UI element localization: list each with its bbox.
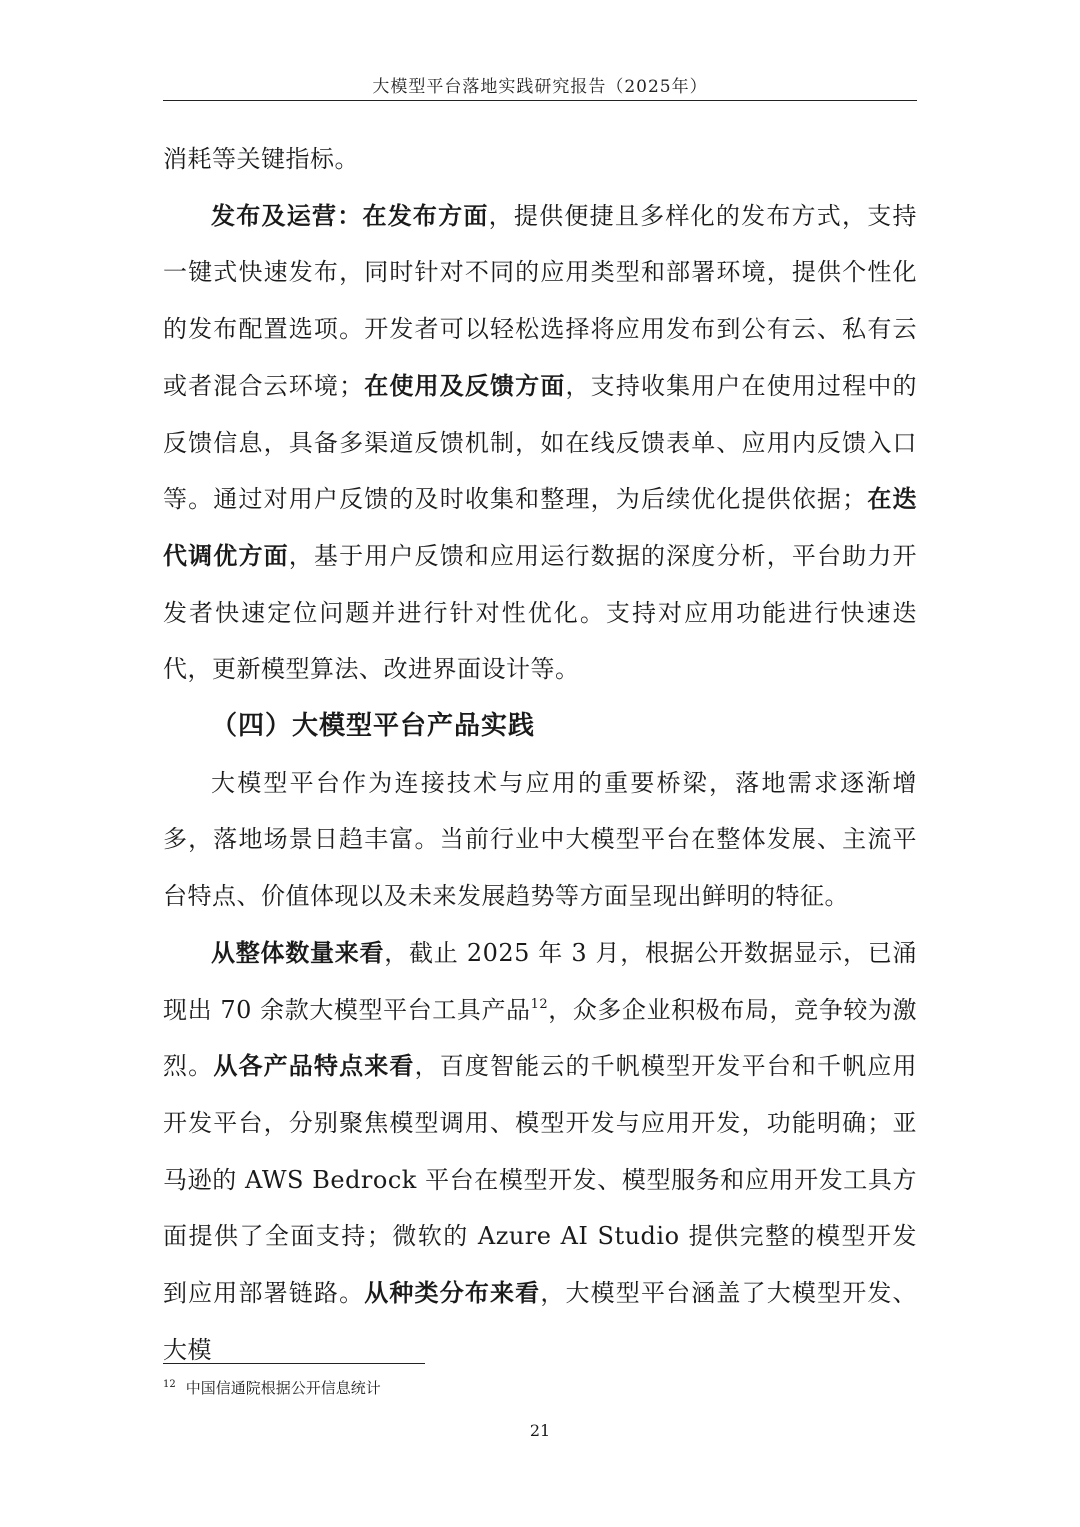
paragraph-2 [163,188,917,698]
paragraph-1: 消耗等关键指标。 [163,145,359,173]
page-number: 21 [529,1421,551,1440]
paragraph-4-text-3: ，百度智能云的千帆模型开发平台和千帆应用开发平台，分别聚焦模型调用、模型开发与应用开发，功能明确；亚马逊的 AWS Bedrock 平台在模型开发、模型服务和应用开发工具方面提供了全面支持；微软的 Azure AI Studio 提供完整的模型开发到应用部署链路。 [163,1052,918,1308]
paragraph-4 [163,925,917,1379]
page-header: 大模型平台落地实践研究报告（2025年） [372,77,708,97]
paragraph-4-text-1: ，截止 2025 年 3 月，根据公开数据显示，已涌现出 70 余款大模型平台工具产品 [163,938,917,1024]
footnote [163,1378,917,1398]
paragraph-2-text-1: ，提供便捷且多样化的发布方式，支持一键式快速发布，同时针对不同的应用类型和部署环境，提供个性化的发布配置选项。开发者可以轻松选择将应用发布到公有云、私有云或者混合云环境； [163,201,918,400]
paragraph-4-heading-features: 从各产品特点来看 [213,1051,415,1081]
paragraph-2-lead: 发布及运营： [211,200,363,230]
paragraph-2-heading-publish: 在发布方面 [362,200,489,230]
paragraph-3: 大模型平台作为连接技术与应用的重要桥梁，落地需求逐渐增多，落地场景日趋丰富。当前行业中大模型平台在整体发展、主流平台特点、价值体现以及未来发展趋势等方面呈现出鲜明的特征。 [163,768,917,911]
paragraph-4-heading-quantity: 从整体数量来看 [211,937,385,967]
header-rule [163,100,917,101]
footnote-number: 12 [163,1379,176,1390]
footnote-text: 中国信通院根据公开信息统计 [185,1379,381,1397]
paragraph-4-text-2: ，众多企业积极布局，竞争较为激烈。 [163,995,917,1081]
footnote-rule [163,1363,425,1364]
paragraph-4-text-4: ，大模型平台涵盖了大模型开发、大模 [163,1279,918,1364]
paragraph-2-heading-feedback: 在使用及反馈方面 [363,370,566,400]
section-title: （四）大模型平台产品实践 [211,711,536,742]
body-text [163,131,917,1378]
paragraph-2-heading-iteration: 在迭代调优方面 [163,484,917,570]
paragraph-4-heading-categories: 从种类分布来看 [364,1278,541,1308]
paragraph-2-text-3: ，基于用户反馈和应用运行数据的深度分析，平台助力开发者快速定位问题并进行针对性优化。支持对应用功能进行快速迭代，更新模型算法、改进界面设计等。 [163,541,918,684]
paragraph-2-text-2: ，支持收集用户在使用过程中的反馈信息，具备多渠道反馈机制，如在线反馈表单、应用内反馈入口等。通过对用户反馈的及时收集和整理，为后续优化提供依据； [163,371,918,514]
footnote-reference[interactable]: 12 [530,996,549,1012]
